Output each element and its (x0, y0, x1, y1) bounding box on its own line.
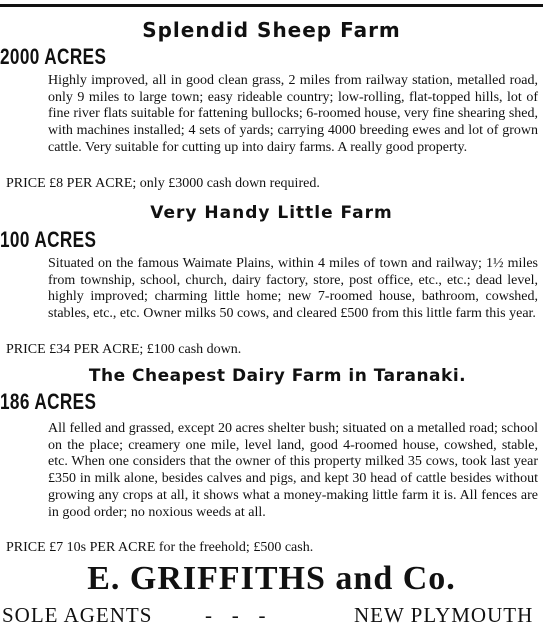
listing-2-heading: Very Handy Little Farm (150, 203, 393, 223)
listing-1-heading: Splendid Sheep Farm (142, 18, 401, 42)
agent-dashes: - - - (205, 603, 267, 627)
top-rule (0, 4, 543, 7)
listing-3-price: PRICE £7 10s PER ACRE for the freehold; £500 cash. (6, 540, 314, 555)
listing-1-description: Highly improved, all in good clean grass, 2 miles from railway station, metalled road, only 9 miles to large town; easy rideable country; low-rolling, flat-topped hills, lot of fine river flats suitable for fattening bullocks; 6-roomed house, very fine shearing shed, with machines installed; 4 sets of yards; carrying 4000 breeding ewes and lot of grown cattle. Very suitable for cutting up into dairy farms. A really good property. (48, 73, 538, 155)
listing-2-description: Situated on the famous Waimate Plains, within 4 miles of town and railway; 1½ miles from township, school, church, dairy factory, store, post office, etc., etc.; dead level, highly improved; charming little home; new 7-roomed house, bathroom, cowshed, stables, etc., etc. Owner milks 50 cows, and cleared £500 from this little farm this year. (48, 256, 538, 322)
listing-1-price: PRICE £8 PER ACRE; only £3000 cash down required. (6, 176, 320, 191)
agent-role: SOLE AGENTS (2, 603, 153, 627)
listing-2-price: PRICE £34 PER ACRE; £100 cash down. (6, 342, 242, 357)
listing-3-heading: The Cheapest Dairy Farm in Taranaki. (88, 366, 467, 386)
listing-3-acres: 186 ACRES (0, 389, 97, 414)
agent-location: NEW PLYMOUTH (354, 603, 534, 627)
listing-3-description: All felled and grassed, except 20 acres shelter bush; situated on a metalled road; school on the place; creamery one mile, level land, good 4-roomed house, cowshed, stable, etc. When one considers that the owner of this property milked 35 cows, took last year £350 in milk alone, besides calves and pigs, and kept 30 head of cattle besides without growing any crops at all, it shows what a money-making little farm it is. All fences are in good order; no noxious weeds at all. (48, 421, 538, 520)
agent-name: E. GRIFFITHS and Co. (87, 560, 456, 597)
listing-2-acres: 100 ACRES (0, 227, 97, 252)
listing-1-acres: 2000 ACRES (0, 44, 107, 69)
